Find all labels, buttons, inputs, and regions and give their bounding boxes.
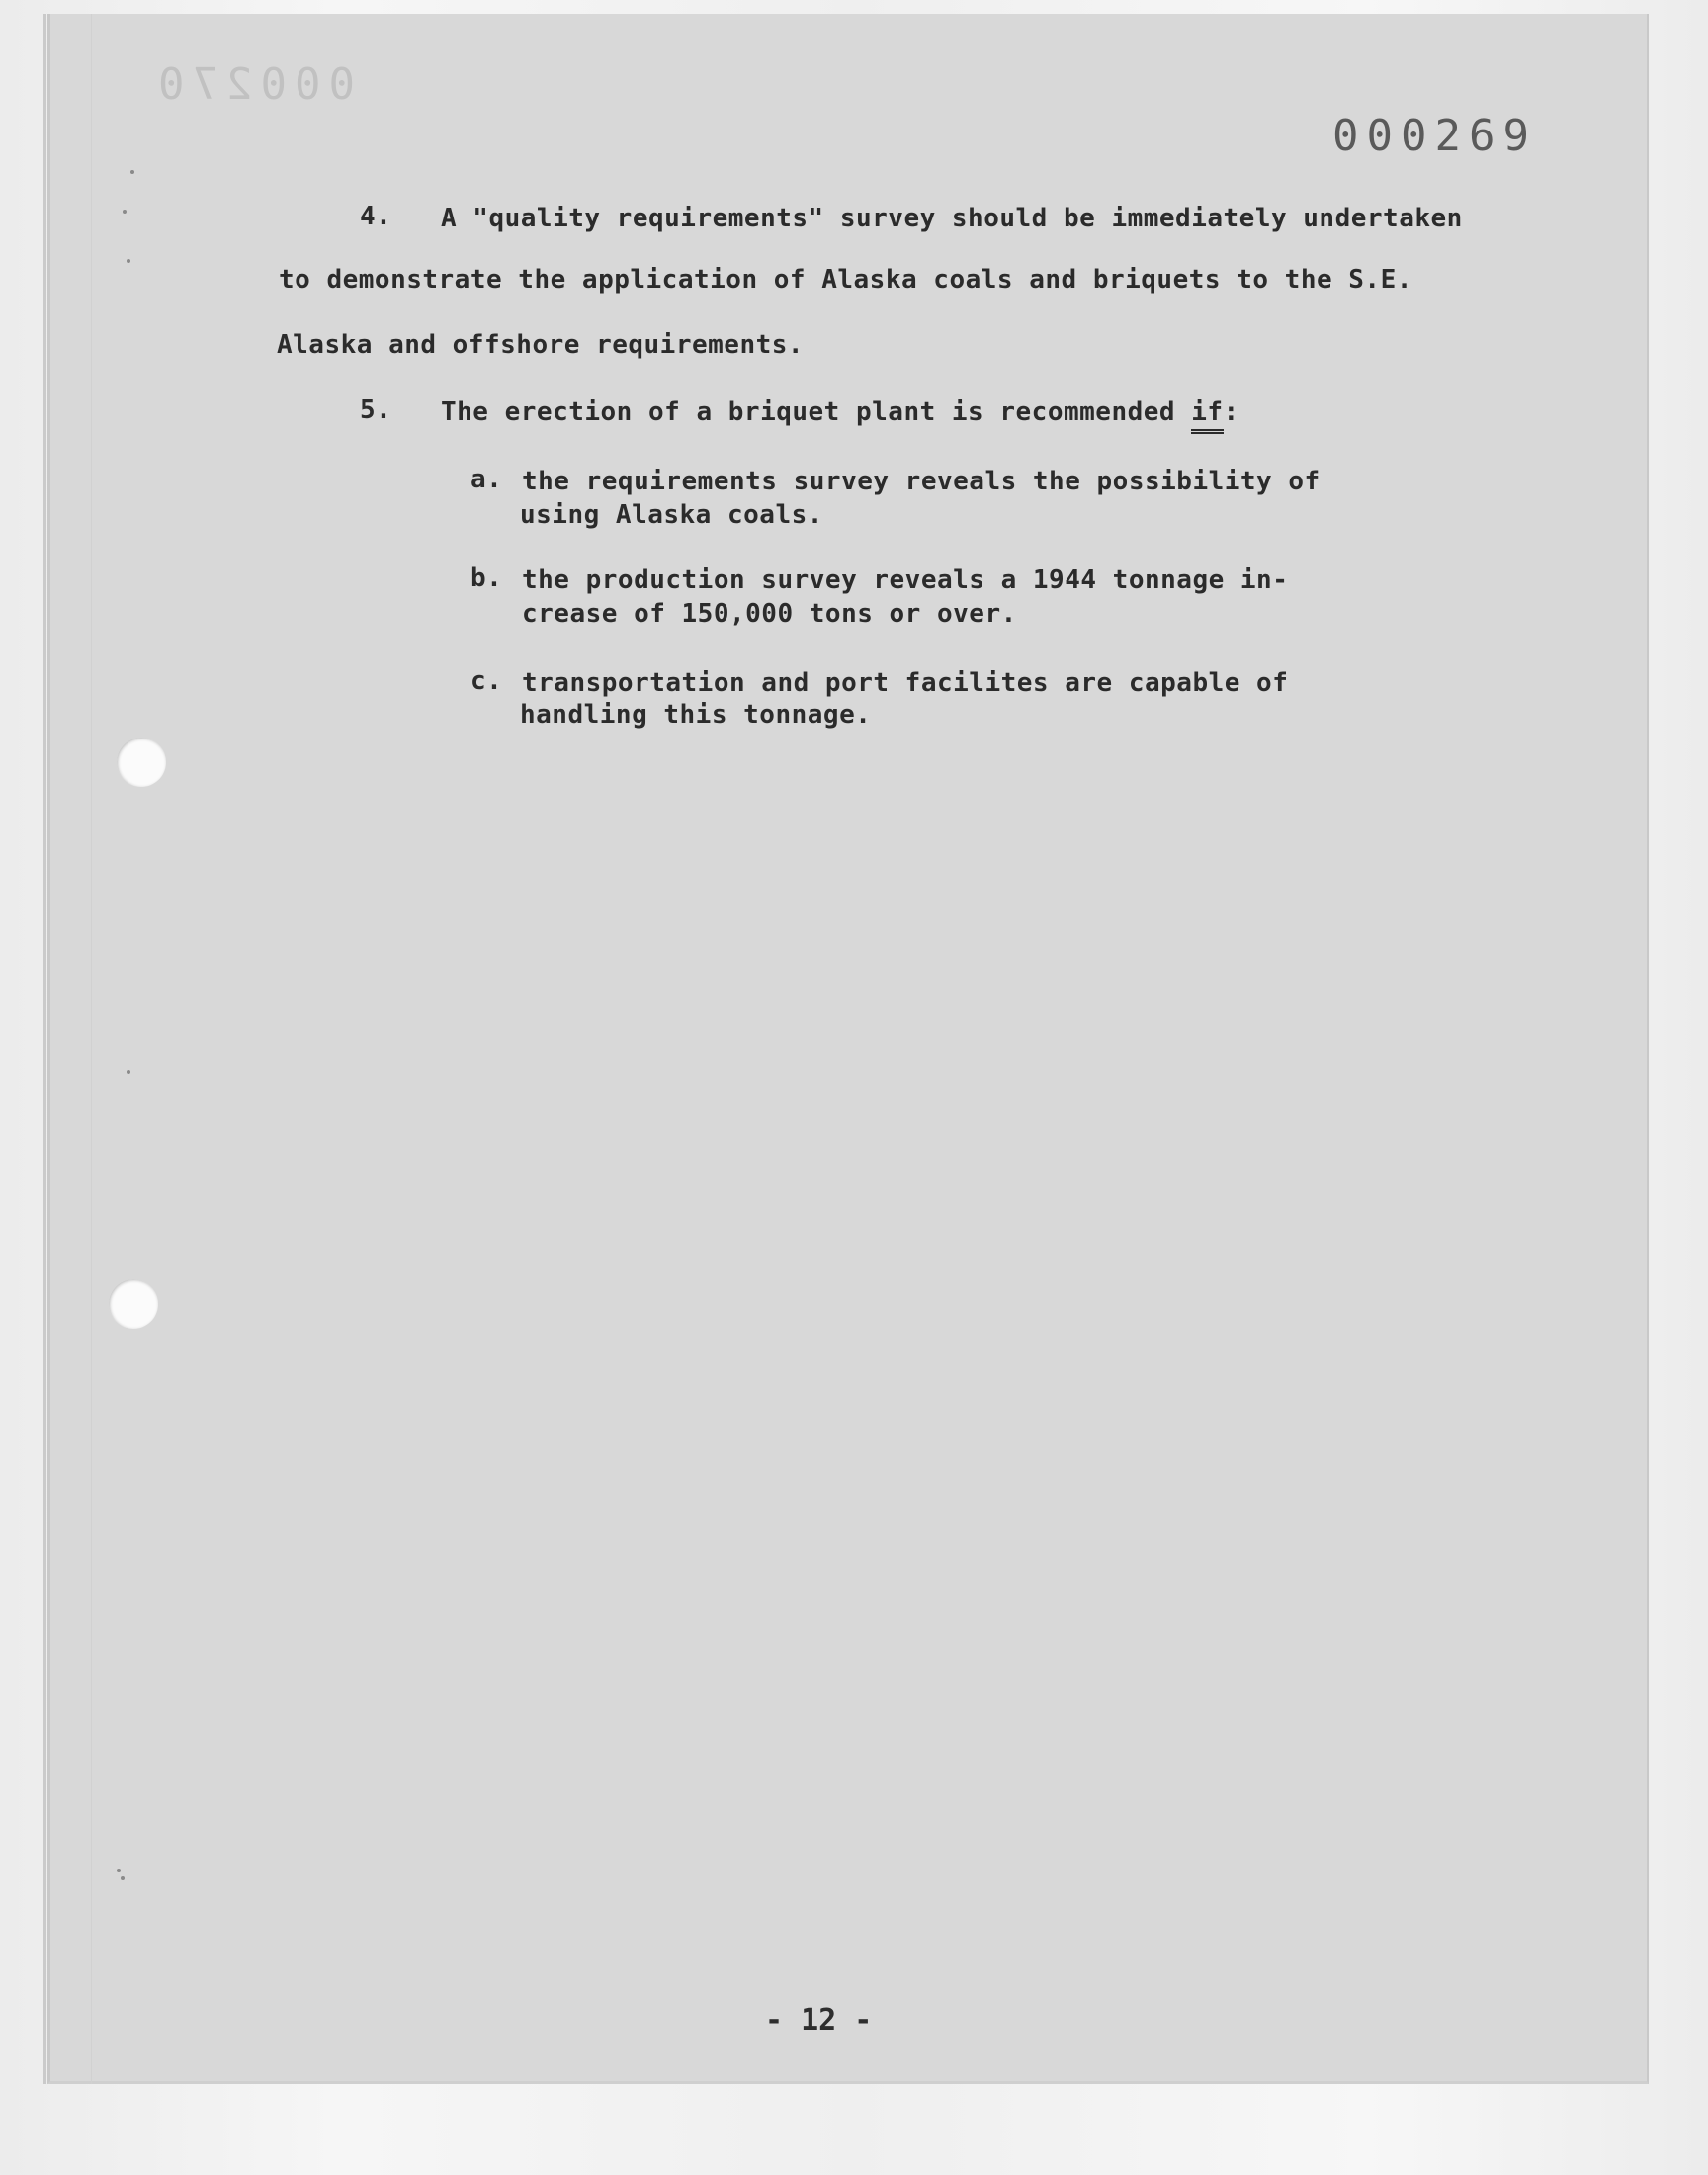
item-c-line-1: transportation and port facilites are capable of xyxy=(522,668,1289,698)
item-c-line-2: handling this tonnage. xyxy=(520,700,872,730)
document-page xyxy=(47,14,1649,2084)
item-b-label: b. xyxy=(470,564,503,593)
item-a-label: a. xyxy=(470,465,503,494)
paragraph-4-line-1: A "quality requirements" survey should be immediately undertaken xyxy=(441,204,1463,233)
scan-speck xyxy=(123,210,127,214)
scan-edge-line xyxy=(43,14,46,2084)
paragraph-4-line-2: to demonstrate the application of Alaska coals and briquets to the S.E. xyxy=(279,265,1412,295)
paragraph-4-number: 4. xyxy=(360,202,392,231)
paragraph-5-number: 5. xyxy=(360,395,392,425)
document-stamp-number: 000269 xyxy=(1332,111,1537,161)
paragraph-4-line-3: Alaska and offshore requirements. xyxy=(277,330,805,360)
emphasis-if: if xyxy=(1191,397,1223,434)
punch-hole-top xyxy=(117,738,166,787)
scan-speck xyxy=(117,1869,121,1872)
paragraph-5-colon: : xyxy=(1223,397,1239,427)
scan-speck xyxy=(130,170,134,174)
page-inner-edge xyxy=(91,14,92,2084)
punch-hole-bottom xyxy=(109,1279,158,1329)
paragraph-5-intro xyxy=(441,397,1239,427)
scan-speck xyxy=(127,1070,130,1074)
item-b-line-1: the production survey reveals a 1944 tonnage in- xyxy=(522,566,1289,595)
scan-speck xyxy=(127,259,130,263)
item-c-label: c. xyxy=(470,666,503,696)
item-b-line-2: crease of 150,000 tons or over. xyxy=(522,599,1017,629)
ghost-stamp-number: 000270 xyxy=(150,59,355,110)
item-a-line-1: the requirements survey reveals the possibility of xyxy=(522,467,1321,496)
item-a-line-2: using Alaska coals. xyxy=(520,500,823,530)
scan-speck xyxy=(121,1876,125,1880)
paragraph-5-intro-text: The erection of a briquet plant is recommended xyxy=(441,397,1192,427)
page-number: - 12 - xyxy=(765,2003,873,2038)
